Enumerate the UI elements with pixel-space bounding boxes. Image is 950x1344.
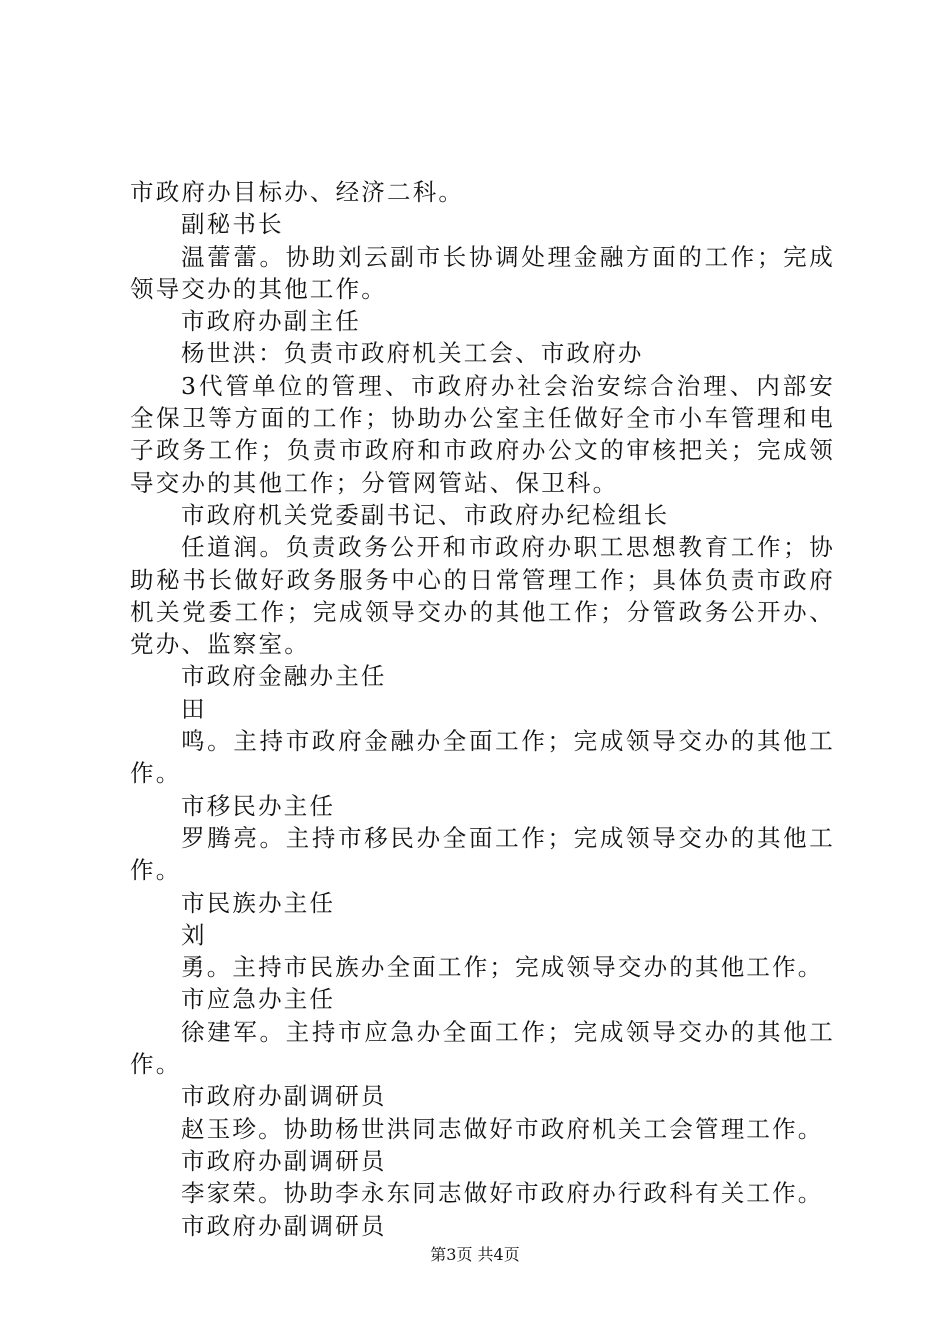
paragraph: 徐建军。主持市应急办全面工作；完成领导交办的其他工作。: [130, 1017, 835, 1079]
paragraph: 市民族办主任: [181, 888, 336, 917]
paragraph: 市政府金融办主任: [181, 662, 387, 691]
paragraph: 罗腾亮。主持市移民办全面工作；完成领导交办的其他工作。: [130, 823, 835, 885]
paragraph: 市政府办副调研员: [181, 1082, 387, 1111]
page-footer: 第3页 共4页: [430, 1245, 520, 1264]
paragraph: 刘: [181, 920, 207, 949]
paragraph: 温蕾蕾。协助刘云副市长协调处理金融方面的工作；完成领导交办的其他工作。: [130, 242, 835, 303]
paragraph: 市应急办主任: [181, 985, 336, 1014]
paragraph: 田: [181, 694, 207, 723]
paragraph: 市政府机关党委副书记、市政府办纪检组长: [181, 500, 670, 529]
paragraph: 市政府办目标办、经济二科。: [130, 178, 465, 206]
paragraph: 任道润。负责政务公开和市政府办职工思想教育工作；协助秘书长做好政务服务中心的日常管理工作；具体负责市政府机关党委工作；完成领导交办的其他工作；分管政务公开办、党办、监察室。: [130, 533, 835, 659]
paragraph: 市政府办副调研员: [181, 1211, 387, 1240]
paragraph: 市移民办主任: [181, 791, 336, 820]
paragraph: 市政府办副主任: [181, 307, 361, 336]
paragraph: 3代管单位的管理、市政府办社会治安综合治理、内部安全保卫等方面的工作；协助办公室主任做好全市小车管理和电子政务工作；负责市政府和市政府办公文的审核把关；完成领导交办的其他工作；分管网管站、保卫科。: [130, 371, 835, 497]
paragraph: 李家荣。协助李永东同志做好市政府办行政科有关工作。: [181, 1179, 824, 1208]
paragraph: 杨世洪：负责市政府机关工会、市政府办: [181, 339, 644, 368]
paragraph: 赵玉珍。协助杨世洪同志做好市政府机关工会管理工作。: [181, 1114, 824, 1143]
document-body: [130, 176, 835, 1242]
paragraph: 鸣。主持市政府金融办全面工作；完成领导交办的其他工作。: [130, 727, 835, 788]
paragraph: 勇。主持市民族办全面工作；完成领导交办的其他工作。: [181, 953, 824, 982]
paragraph: 市政府办副调研员: [181, 1146, 387, 1175]
paragraph: 副秘书长: [181, 210, 284, 239]
